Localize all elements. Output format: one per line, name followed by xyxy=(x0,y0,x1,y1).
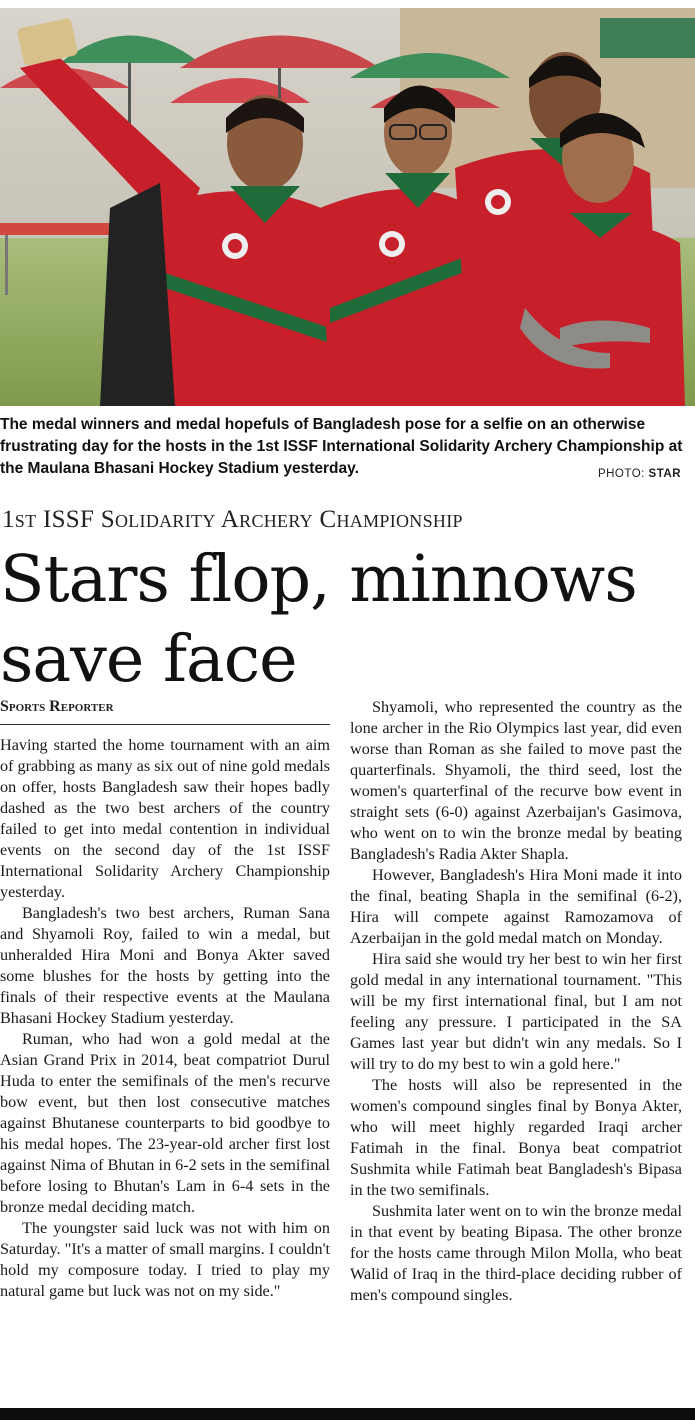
article-column-left xyxy=(0,735,330,1302)
paragraph: Bangladesh's two best archers, Ruman Sana and Shyamoli Roy, failed to win a medal, but unheralded Hira Moni and Bonya Akter saved some blushes for the hosts by getting into the finals of their respective events at the Maulana Bhasani Hockey Stadium yesterday. xyxy=(0,904,330,1027)
paragraph: Ruman, who had won a gold medal at the Asian Grand Prix in 2014, beat compatriot Durul Huda to enter the semifinals of the men's recurve bow event, but then lost consecutive matches against Bhutanese counterparts to bid goodbye to his medal hopes. The 23-year-old archer first lost against Nima of Bhutan in 6-2 sets in the semifinal before losing to Bhutan's Lam in 6-4 sets in the bronze medal deciding match. xyxy=(0,1030,330,1216)
selfie-photo-illustration xyxy=(0,8,695,406)
paragraph: The youngster said luck was not with him on Saturday. "It's a matter of small margins. I couldn't hold my composure today. I tried to play my natural game but luck was not on my side." xyxy=(0,1219,330,1300)
paragraph: Having started the home tournament with an aim of grabbing as many as six out of nine gold medals on offer, hosts Bangladesh saw their hopes badly dashed as the two best archers of the country failed to get into medal contention in individual events on the second day of the 1st ISSF International Solidarity Archery Championship yesterday. xyxy=(0,736,330,901)
paragraph: Shyamoli, who represented the country as the lone archer in the Rio Olympics last year, did even worse than Roman as she failed to move past the quarterfinals. Shyamoli, the third seed, lost the women's quarterfinal of the recurve bow event in straight sets (6-0) against Azerbaijan's Gasimova, who went on to win the bronze medal by beating Bangladesh's Radia Akter Shapla. xyxy=(350,698,682,863)
article-headline: Stars flop, minnows save face xyxy=(0,542,637,697)
photo-credit-label: PHOTO: xyxy=(597,468,645,480)
byline-divider xyxy=(0,724,330,725)
article-column-right xyxy=(350,697,682,1306)
photo-credit-source: STAR xyxy=(648,468,681,480)
paragraph: However, Bangladesh's Hira Moni made it into the final, beating Shapla in the semifinal (6-2), Hira will compete against Ramozamova of Azerbaijan in the gold medal match on Monday. xyxy=(350,866,682,947)
paragraph: Hira said she would try her best to win her first gold medal in any international tournament. "This will be my first international final, but I am not feeling any pressure. I participated in the SA Games last year but didn't win any medals. So I will try to do my best to win a gold here." xyxy=(350,950,682,1073)
page-bottom-bar xyxy=(0,1408,695,1420)
article-kicker: 1st ISSF Solidarity Archery Championship xyxy=(2,506,463,533)
paragraph: Sushmita later went on to win the bronze medal in that event by beating Bipasa. The other bronze for the hosts came through Milon Molla, who beat Walid of Iraq in the third-place deciding rubber of men's compound singles. xyxy=(350,1202,682,1304)
paragraph: The hosts will also be represented in the women's compound singles final by Bonya Akter, who will meet highly regarded Iraqi archer Fatimah in the final. Bonya beat compatriot Sushmita while Fatimah beat Bangladesh's Bipasa in the two semifinals. xyxy=(350,1076,682,1199)
article-photo xyxy=(0,8,695,406)
article-byline: Sports Reporter xyxy=(0,698,114,715)
photo-credit xyxy=(598,468,681,480)
photo-caption: The medal winners and medal hopefuls of Bangladesh pose for a selfie on an otherwise frustrating day for the hosts in the 1st ISSF International Solidarity Archery Championship at the Maulana Bhasani Hockey Stadium yesterday. xyxy=(0,416,683,477)
